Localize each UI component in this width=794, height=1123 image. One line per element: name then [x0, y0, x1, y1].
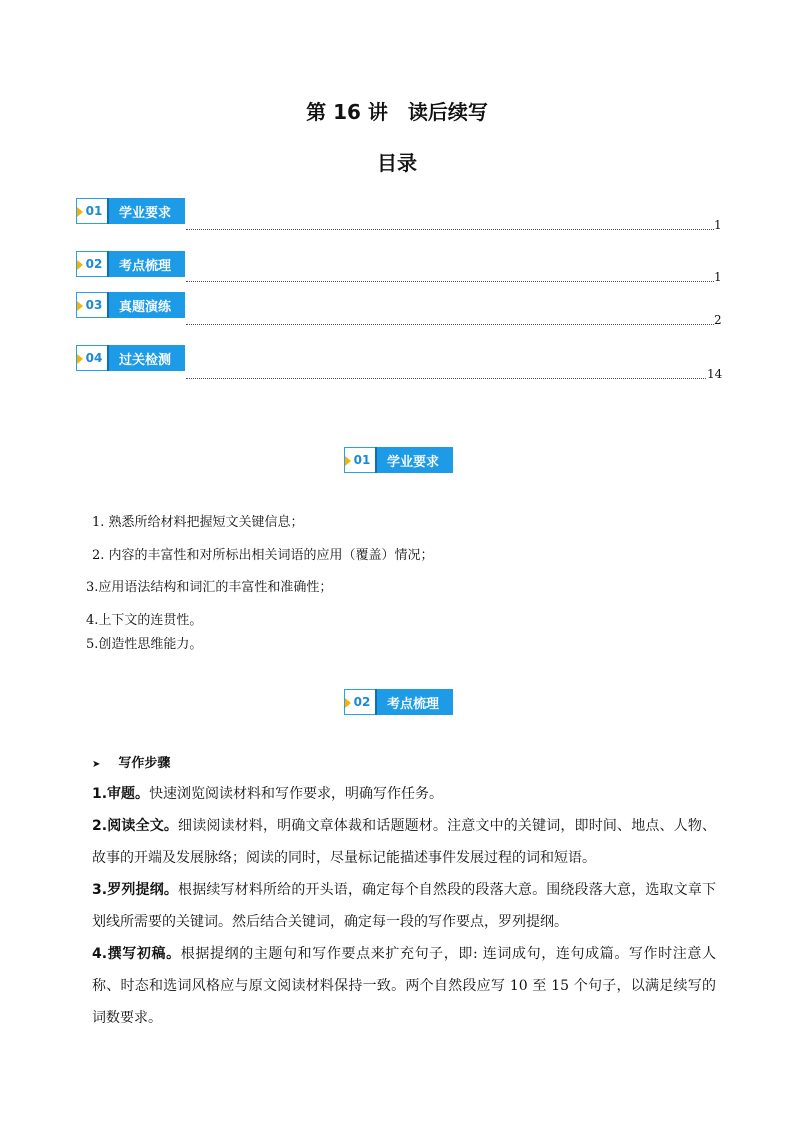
- requirement-item: 3.应用语法结构和词汇的丰富性和准确性；: [86, 580, 333, 595]
- step-title: 2.阅读全文。: [92, 818, 179, 834]
- toc-entry-badge-1[interactable]: [76, 198, 185, 224]
- toc-leader-dots: [186, 324, 714, 325]
- toc-entry-number: 02: [76, 251, 107, 277]
- step-paragraph: [92, 778, 716, 810]
- toc-title: 目录: [377, 151, 417, 175]
- toc-page-number: 14: [707, 367, 723, 381]
- toc-entry-label: 真题演练: [107, 292, 185, 318]
- section-label: 考点梳理: [375, 689, 453, 715]
- requirement-item: 1. 熟悉所给材料把握短文关键信息；: [92, 515, 304, 530]
- step-paragraph: [92, 874, 716, 938]
- toc-entry-label: 考点梳理: [107, 251, 185, 277]
- step-paragraph: [92, 810, 716, 874]
- section-label: 学业要求: [375, 447, 453, 473]
- toc-entry-number: 01: [76, 198, 107, 224]
- step-title: 1.审题。: [92, 786, 150, 802]
- toc-leader-dots: [186, 281, 714, 282]
- toc-entry-badge-2[interactable]: [76, 251, 185, 277]
- requirement-item: 5.创造性思维能力。: [86, 637, 203, 652]
- toc-entry-number: 03: [76, 292, 107, 318]
- section-number: 02: [344, 689, 375, 715]
- writing-steps-heading: [92, 752, 170, 771]
- step-title: 3.罗列提纲。: [92, 882, 179, 898]
- writing-steps-label: 写作步骤: [118, 756, 171, 771]
- section-number: 01: [344, 447, 375, 473]
- toc-entry-badge-3[interactable]: [76, 292, 185, 318]
- toc-leader-dots: [186, 229, 714, 230]
- step-text: 细读阅读材料，明确文章体裁和话题题材。注意文中的关键词，即时间、地点、人物、故事的开端及发展脉络；阅读的同时，尽量标记能描述事件发展过程的词和短语。: [92, 818, 716, 866]
- requirement-item: 2. 内容的丰富性和对所标出相关词语的应用（覆盖）情况；: [92, 548, 434, 563]
- step-text: 根据提纲的主题句和写作要点来扩充句子，即: 连词成句，连句成篇。写作时注意人称、时态和选词风格应与原文阅读材料保持一致。两个自然段应写 10 至 15 个句子，以满足续写的词数要求。: [92, 946, 716, 1026]
- toc-leader-dots: [186, 378, 706, 379]
- page-title: 第 16 讲 读后续写: [306, 100, 488, 124]
- toc-page-number: 2: [714, 313, 722, 327]
- step-title: 4.撰写初稿。: [92, 946, 181, 962]
- step-text: 快速浏览阅读材料和写作要求，明确写作任务。: [149, 786, 444, 802]
- toc-entry-badge-4[interactable]: [76, 345, 185, 371]
- step-paragraph: [92, 938, 716, 1034]
- requirement-item: 4.上下文的连贯性。: [86, 613, 203, 628]
- arrow-bullet-icon: ➤: [92, 759, 101, 770]
- section-badge-academic-requirements: [344, 447, 453, 473]
- toc-page-number: 1: [714, 270, 722, 284]
- toc-page-number: 1: [714, 218, 722, 232]
- step-text: 根据续写材料所给的开头语，确定每个自然段的段落大意。围绕段落大意，选取文章下划线所需要的关键词。然后结合关键词，确定每一段的写作要点，罗列提纲。: [92, 882, 716, 930]
- toc-entry-label: 学业要求: [107, 198, 185, 224]
- section-badge-key-points: [344, 689, 453, 715]
- toc-entry-label: 过关检测: [107, 345, 185, 371]
- toc-entry-number: 04: [76, 345, 107, 371]
